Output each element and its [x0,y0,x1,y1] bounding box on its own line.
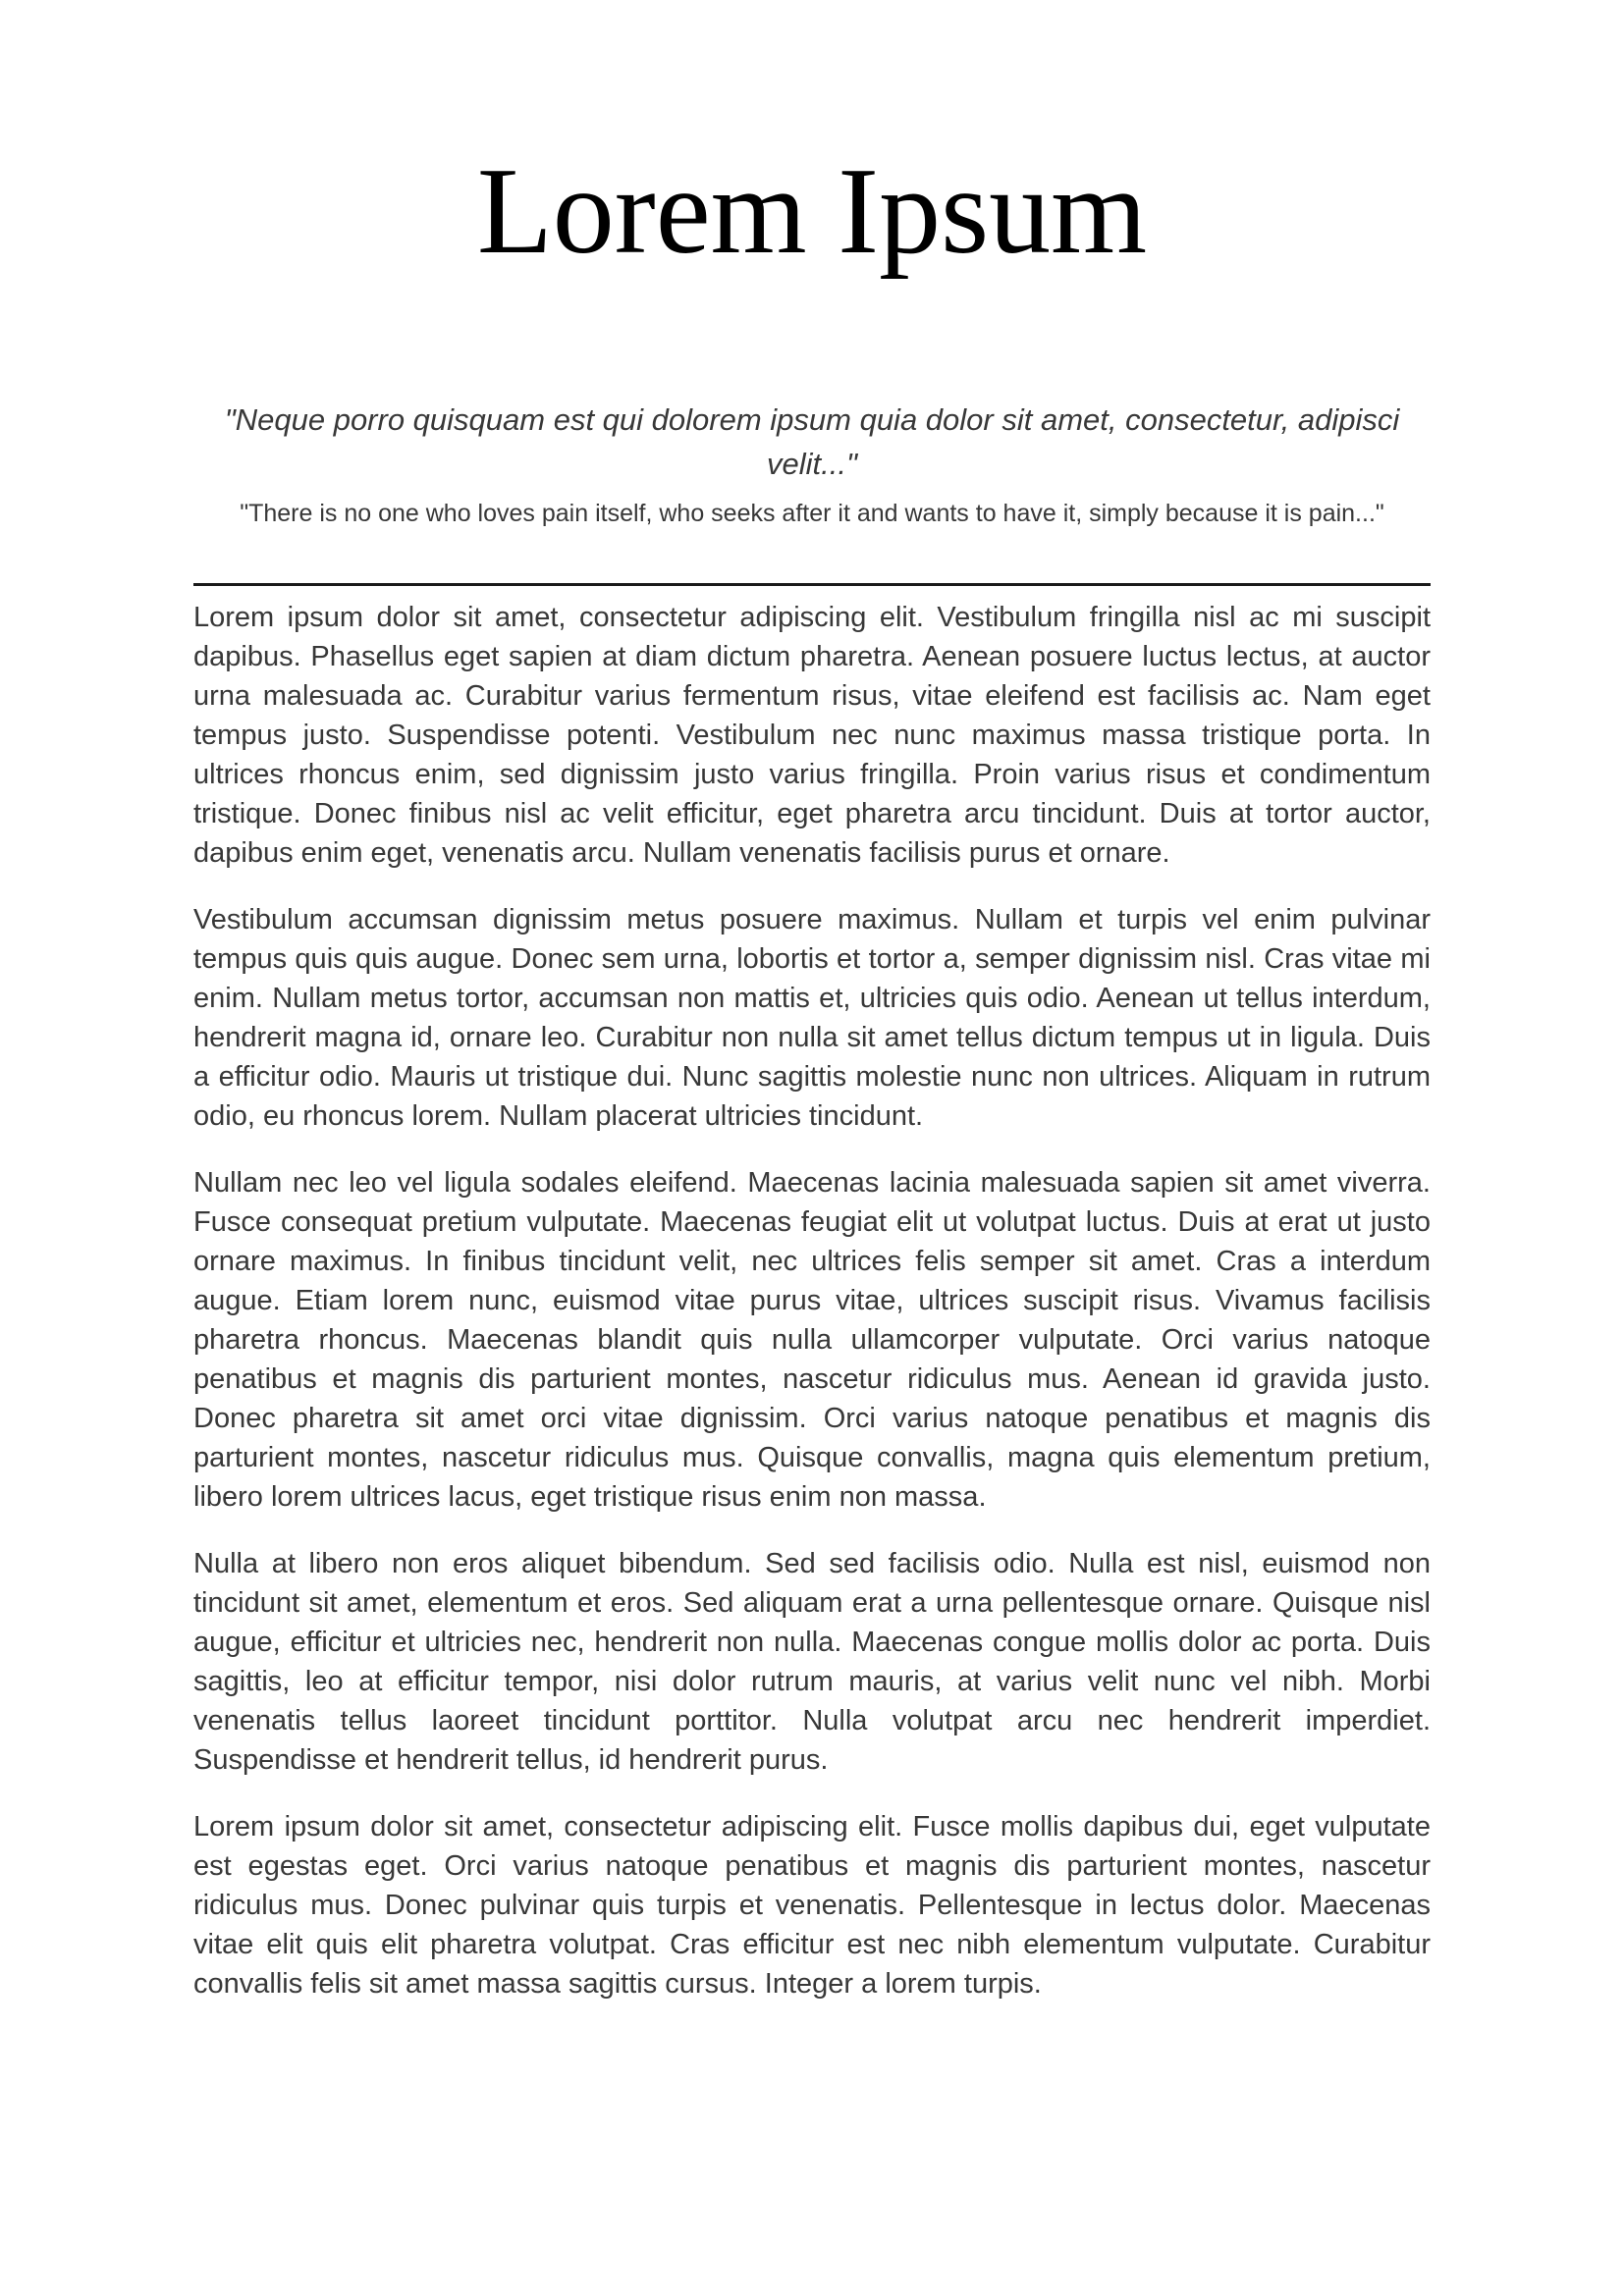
paragraph-2: Vestibulum accumsan dignissim metus posuere maximus. Nullam et turpis vel enim pulvinar tempus quis quis augue. Donec sem urna, lobortis et tortor a, semper dignissim nisl. Cras vitae mi enim. Nullam metus tortor, accumsan non mattis et, ultricies quis odio. Aenean ut tellus interdum, hendrerit magna id, ornare leo. Curabitur non nulla sit amet tellus dictum tempus ut in ligula. Duis a efficitur odio. Mauris ut tristique dui. Nunc sagittis molestie nunc non ultrices. Aliquam in rutrum odio, eu rhoncus lorem. Nullam placerat ultricies tincidunt. [193,904,1431,1133]
paragraph-1: Lorem ipsum dolor sit amet, consectetur adipiscing elit. Vestibulum fringilla nisl ac mi suscipit dapibus. Phasellus eget sapien at diam dictum pharetra. Aenean posuere luctus lectus, at auctor urna malesuada ac. Curabitur varius fermentum risus, vitae eleifend est facilisis ac. Nam eget tempus justo. Suspendisse potenti. Vestibulum nec nunc maximus massa tristique porta. In ultrices rhoncus enim, sed dignissim justo varius fringilla. Proin varius risus et condimentum tristique. Donec finibus nisl ac velit efficitur, eget pharetra arcu tincidunt. Duis at tortor auctor, dapibus enim eget, venenatis arcu. Nullam venenatis facilisis purus et ornare. [193,602,1431,870]
latin-quote: "Neque porro quisquam est qui dolorem ipsum quia dolor sit amet, consectetur, adipisci velit..." [224,402,1400,482]
paragraph-3: Nullam nec leo vel ligula sodales eleifend. Maecenas lacinia malesuada sapien sit amet viverra. Fusce consequat pretium vulputate. Maecenas feugiat elit ut volutpat luctus. Duis at erat ut justo ornare maximus. In finibus tincidunt velit, nec ultrices felis semper sit amet. Cras a interdum augue. Etiam lorem nunc, euismod vitae purus vitae, ultrices suscipit risus. Vivamus facilisis pharetra rhoncus. Maecenas blandit quis nulla ullamcorper vulputate. Orci varius natoque penatibus et magnis dis parturient montes, nascetur ridiculus mus. Aenean id gravida justo. Donec pharetra sit amet orci vitae dignissim. Orci varius natoque penatibus et magnis dis parturient montes, nascetur ridiculus mus. Quisque convallis, magna quis elementum pretium, libero lorem ultrices lacus, eget tristique risus enim non massa. [193,1167,1431,1514]
body-content [193,598,1431,2003]
paragraph-4: Nulla at libero non eros aliquet bibendum. Sed sed facilisis odio. Nulla est nisl, euismod non tincidunt sit amet, elementum et eros. Sed aliquam erat a urna pellentesque ornare. Quisque nisl augue, efficitur et ultricies nec, hendrerit non nulla. Maecenas congue mollis dolor ac porta. Duis sagittis, leo at efficitur tempor, nisi dolor rutrum mauris, at varius velit nunc vel nibh. Morbi venenatis tellus laoreet tincidunt porttitor. Nulla volutpat arcu nec hendrerit imperdiet. Suspendisse et hendrerit tellus, id hendrerit purus. [193,1548,1431,1777]
page-title: Lorem Ipsum [476,143,1148,280]
divider-rule [193,583,1431,586]
english-quote: "There is no one who loves pain itself, who seeks after it and wants to have it, simply because it is pain..." [240,500,1384,528]
paragraph-5: Lorem ipsum dolor sit amet, consectetur adipiscing elit. Fusce mollis dapibus dui, eget vulputate est egestas eget. Orci varius natoque penatibus et magnis dis parturient montes, nascetur ridiculus mus. Donec pulvinar quis turpis et venenatis. Pellentesque in lectus dolor. Maecenas vitae elit quis elit pharetra volutpat. Cras efficitur est nec nibh elementum vulputate. Curabitur convallis felis sit amet massa sagittis cursus. Integer a lorem turpis. [193,1811,1431,2001]
